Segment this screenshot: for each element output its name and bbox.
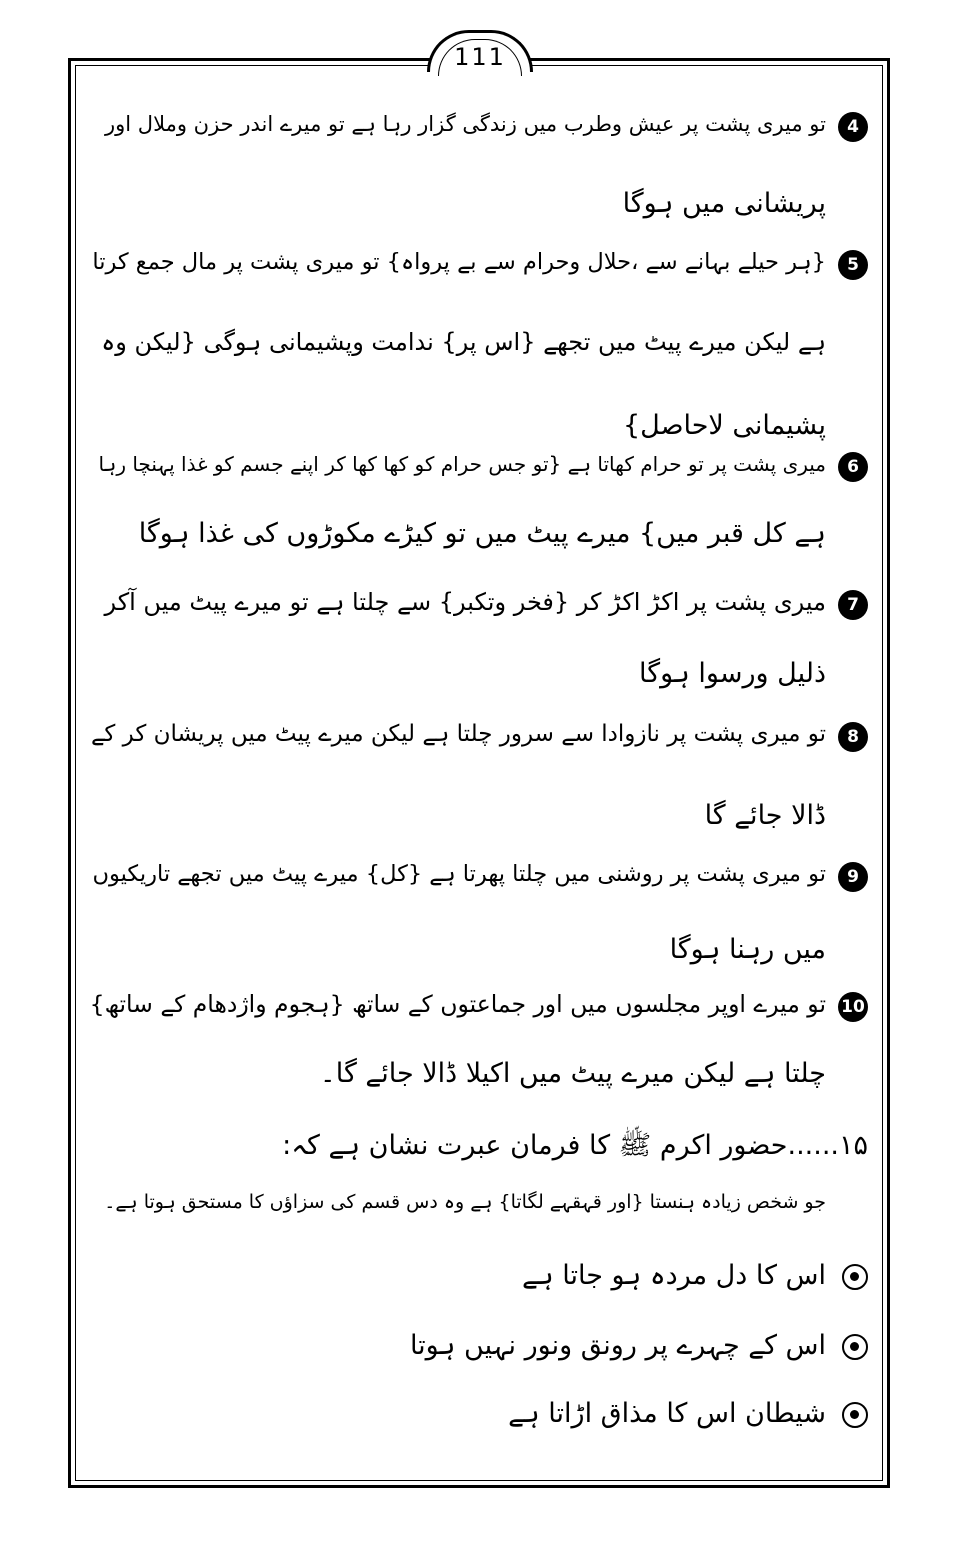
bullet-2-text: اس کے چہرے پر رونق ونور نہیں ہوتا (409, 1330, 826, 1361)
number-9-icon: 9 (838, 862, 868, 892)
bullet-1-text: اس کا دل مردہ ہو جاتا ہے (522, 1260, 826, 1291)
item-8-line-2: ڈالا جائے گا (704, 800, 826, 831)
item-4-line-1: تو میری پشت پر عیش وطرب میں زندگی گزار رہا ہے تو میرے اندر حزن وملال اور (105, 112, 826, 136)
item-5-line-2: ہے لیکن میرے پیٹ میں تجھے {اس پر} ندامت وپشیمانی ہوگی {لیکن وہ (101, 328, 826, 356)
page-number-badge (427, 30, 533, 72)
item-6-line-2: ہے کل قبر میں} میرے پیٹ میں تو کیڑے مکوڑوں کی غذا ہوگا (138, 518, 826, 549)
item-4-line-2: پریشانی میں ہوگا (622, 188, 826, 219)
number-5-icon: 5 (838, 250, 868, 280)
item-5-line-1: {ہر حیلے بہانے سے ،حلال وحرام سے بے پرواہ} تو میری پشت پر مال جمع کرتا (92, 249, 826, 275)
number-7-icon: 7 (838, 590, 868, 620)
bullet-1-icon (842, 1264, 868, 1290)
item-5-line-3: پشیمانی لاحاصل} (622, 410, 826, 441)
number-8-icon: 8 (838, 722, 868, 752)
item-10-line-2: چلتا ہے لیکن میرے پیٹ میں اکیلا ڈالا جائے گا۔ (319, 1058, 826, 1089)
number-4-icon: 4 (838, 112, 868, 142)
item-9-line-2: میں رہنا ہوگا (669, 934, 826, 965)
item-7-line-2: ذلیل ورسوا ہوگا (638, 658, 826, 689)
page-number: 111 (454, 42, 506, 71)
hadith-heading: ۱۵......حضور اکرم ﷺ کا فرمان عبرت نشان ہے کہ: (282, 1130, 868, 1161)
bullet-2-icon (842, 1334, 868, 1360)
bullet-3-text: شیطان اس کا مذاق اڑاتا ہے (508, 1398, 826, 1429)
item-9-line-1: تو میری پشت پر روشنی میں چلتا پھرتا ہے {کل} میرے پیٹ میں تجھے تاریکیوں (92, 861, 826, 887)
number-10-icon: 10 (838, 992, 868, 1022)
bullet-3-icon (842, 1402, 868, 1428)
hadith-text: جو شخص زیادہ ہنستا {اور قہقہے لگاتا} ہے وہ دس قسم کی سزاؤں کا مستحق ہوتا ہے۔ (104, 1191, 826, 1213)
item-7-line-1: میری پشت پر اکڑ اکڑ کر {فخر وتکبر} سے چلتا ہے تو میرے پیٹ میں آکر (104, 588, 826, 616)
item-10-line-1: تو میرے اوپر مجلسوں میں اور جماعتوں کے ساتھ {ہجوم واژدھام کے ساتھ} (89, 990, 826, 1018)
number-6-icon: 6 (838, 452, 868, 482)
item-8-line-1: تو میری پشت پر نازوادا سے سرور چلتا ہے لیکن میرے پیٹ میں پریشان کر کے (90, 721, 826, 747)
item-6-line-1: میری پشت پر تو حرام کھاتا ہے {تو جس حرام کو کھا کھا کر اپنے جسم کو غذا پہنچا رہا (98, 452, 826, 476)
